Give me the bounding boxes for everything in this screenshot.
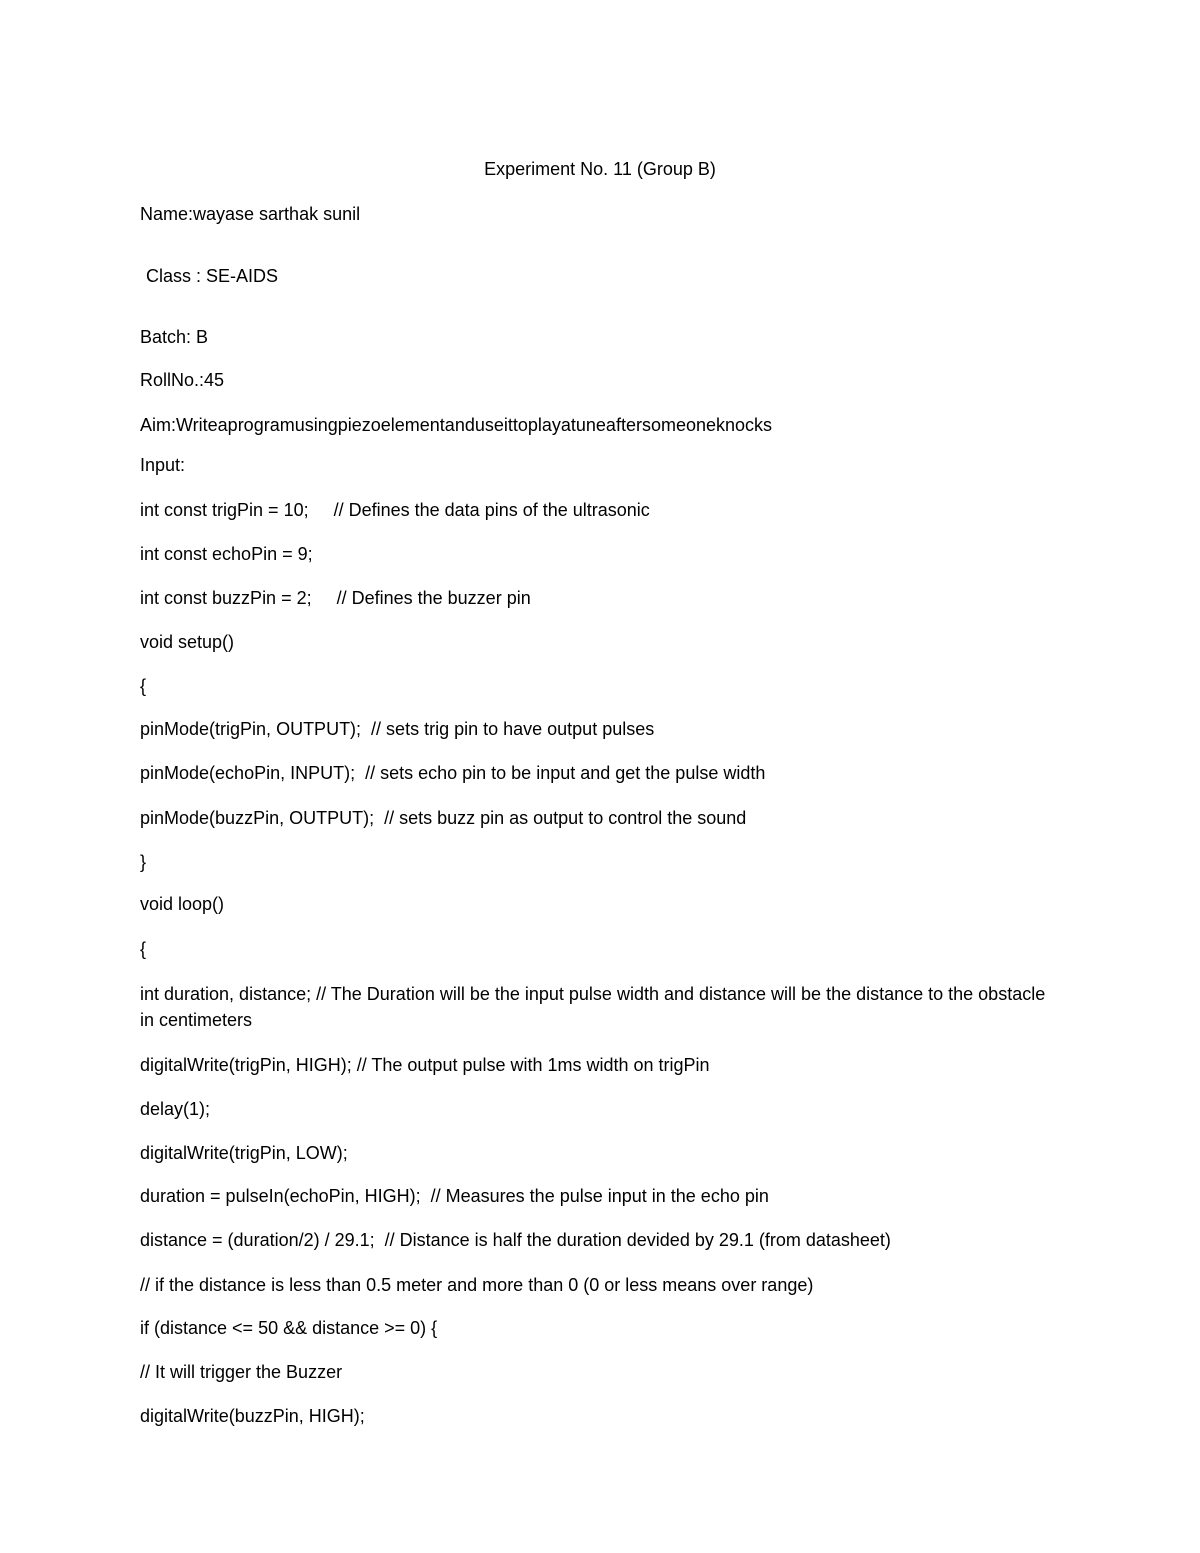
code-line: duration = pulseIn(echoPin, HIGH); // Measures the pulse input in the echo pin bbox=[140, 1186, 769, 1206]
code-line: pinMode(echoPin, INPUT); // sets echo pin to be input and get the pulse width bbox=[140, 763, 766, 783]
input-label: Input: bbox=[140, 455, 186, 475]
code-line: // if the distance is less than 0.5 meter and more than 0 (0 or less means over range) bbox=[140, 1275, 814, 1295]
batch-info: Batch: B bbox=[140, 327, 209, 347]
code-line: digitalWrite(trigPin, HIGH); // The output pulse with 1ms width on trigPin bbox=[140, 1055, 710, 1075]
code-line: // It will trigger the Buzzer bbox=[140, 1362, 343, 1382]
code-line: if (distance <= 50 && distance >= 0) { bbox=[140, 1318, 438, 1338]
code-line: void setup() bbox=[140, 632, 235, 652]
code-line: pinMode(trigPin, OUTPUT); // sets trig pin to have output pulses bbox=[140, 719, 655, 739]
code-line: int duration, distance; // The Duration will be the input pulse width and distance will be the distance to the obstacle in centimeters bbox=[140, 984, 1046, 1030]
code-line: digitalWrite(trigPin, LOW); bbox=[140, 1143, 348, 1163]
code-line: { bbox=[140, 676, 147, 696]
class-info: Class : SE-AIDS bbox=[146, 266, 279, 286]
code-line: { bbox=[140, 939, 147, 959]
code-line: void loop() bbox=[140, 894, 225, 914]
roll-number: RollNo.:45 bbox=[140, 370, 225, 390]
code-line: } bbox=[140, 852, 147, 872]
aim-text: Aim:Writeaprogramusingpiezoelementanduseittoplayatuneaftersomeoneknocks bbox=[140, 415, 773, 435]
student-name: Name:wayase sarthak sunil bbox=[140, 204, 361, 224]
code-line: distance = (duration/2) / 29.1; // Distance is half the duration devided by 29.1 (from datasheet) bbox=[140, 1230, 891, 1250]
code-line: delay(1); bbox=[140, 1099, 211, 1119]
code-line: int const echoPin = 9; bbox=[140, 544, 313, 564]
code-line: pinMode(buzzPin, OUTPUT); // sets buzz pin as output to control the sound bbox=[140, 808, 747, 828]
code-line: int const trigPin = 10; // Defines the data pins of the ultrasonic bbox=[140, 500, 650, 520]
code-line: int const buzzPin = 2; // Defines the buzzer pin bbox=[140, 588, 531, 608]
code-line: digitalWrite(buzzPin, HIGH); bbox=[140, 1406, 365, 1426]
document-title: Experiment No. 11 (Group B) bbox=[484, 159, 716, 179]
